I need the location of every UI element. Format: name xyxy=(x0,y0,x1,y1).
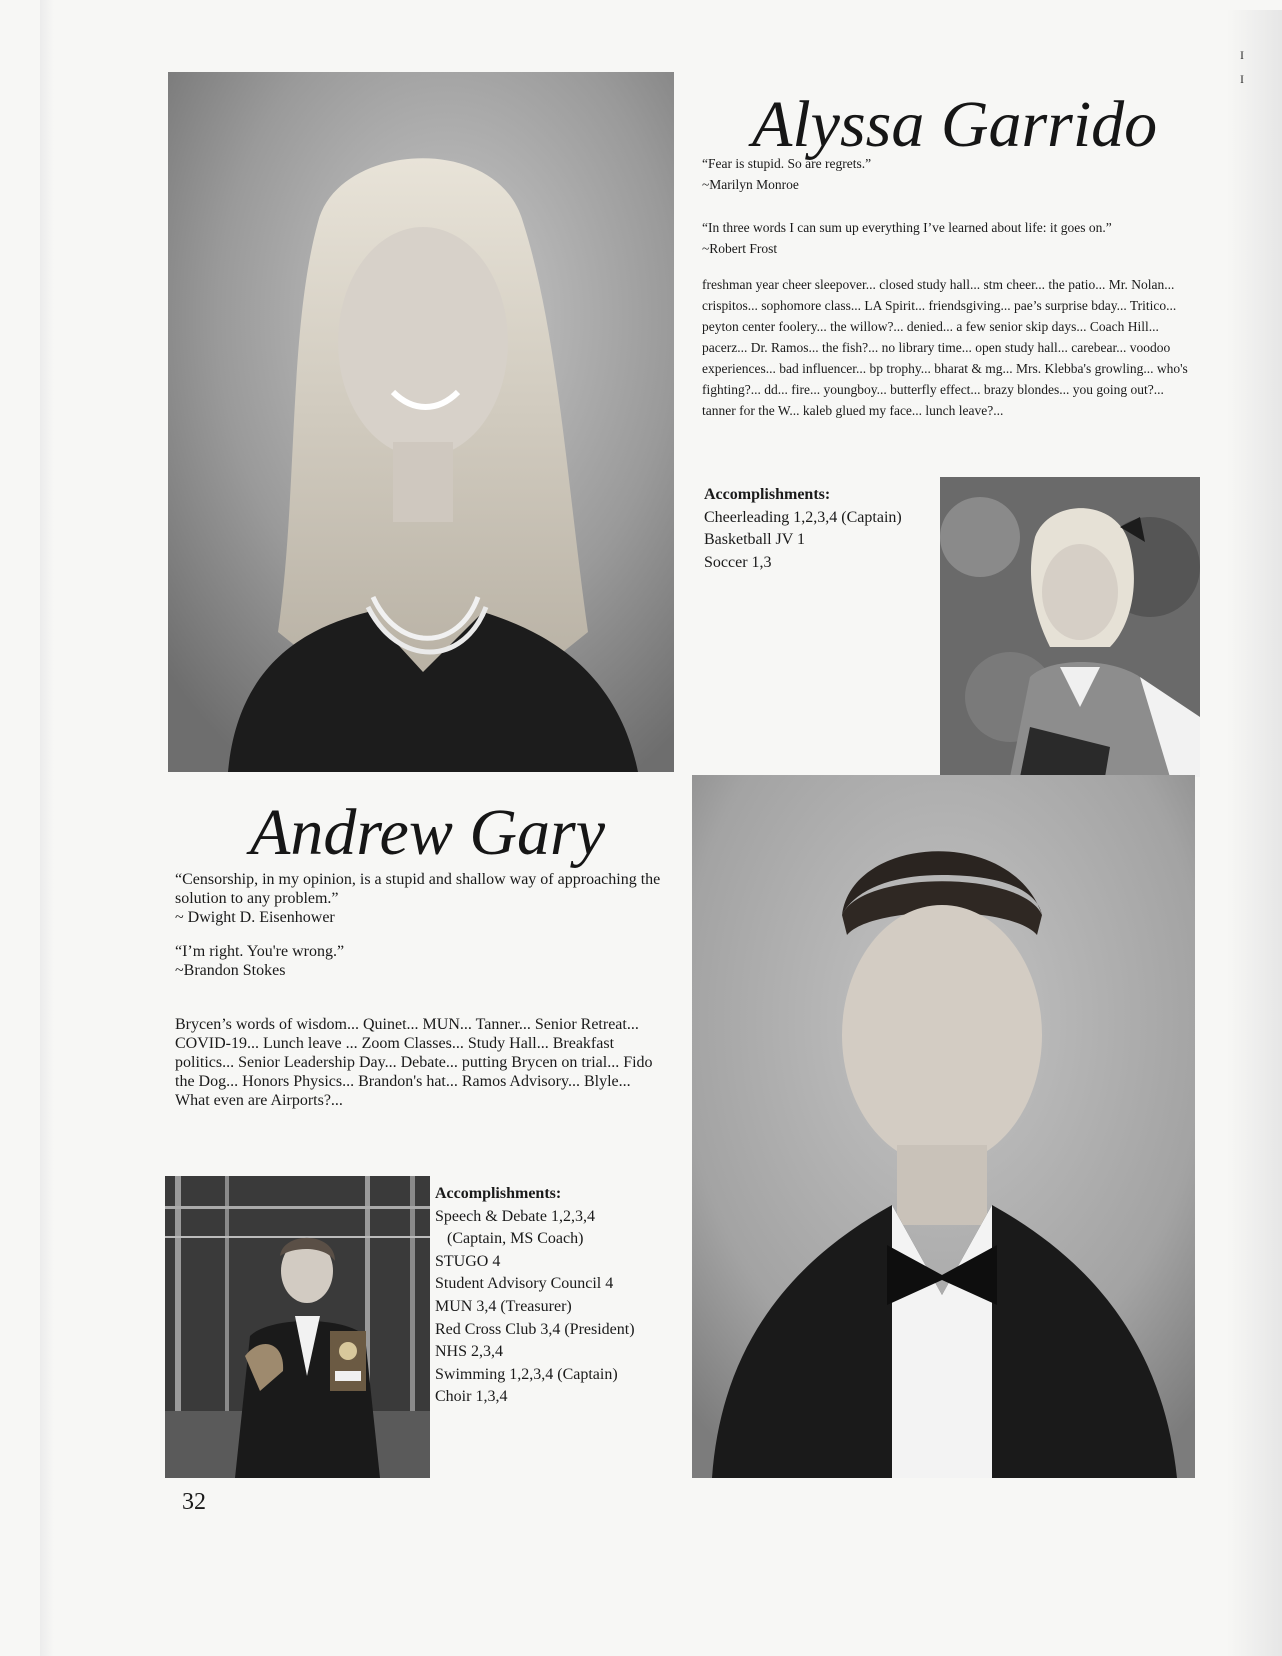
accomplishment-item: Soccer 1,3 xyxy=(704,553,772,571)
student-name-andrew: Andrew Gary xyxy=(250,796,606,869)
andrew-portrait-photo xyxy=(692,775,1195,1478)
andrew-accomplishments-heading: Accomplishments: xyxy=(435,1185,562,1202)
alyssa-portrait-photo xyxy=(168,72,674,772)
page-number: 32 xyxy=(182,1489,206,1515)
alyssa-memories: freshman year cheer sleepover... closed study hall... stm cheer... the patio... Mr. Nolan... crispitos... sophomore class... LA Spirit... friendsgiving... pae’s surprise bday... Tritico... peyton center foolery... the willow?... denied... a few senior skip days... Coach Hill... pacerz... Dr. Ramos... the fish?... no library time... open study hall... carebear... voodoo experiences... bad influencer... bp trophy... bharat & mg... Mrs. Klebba's growling... who's fighting?... dd... fire... youngboy... butterfly effect... brazy blondes... you going out?... tanner for the W... kaleb glued my face... lunch leave?... xyxy=(702,277,1188,418)
alyssa-accomplishments xyxy=(704,484,924,574)
alyssa-accomplishments-heading: Accomplishments: xyxy=(704,486,831,503)
andrew-accomplishments xyxy=(435,1183,675,1409)
andrew-quote-1-text: “Censorship, in my opinion, is a stupid and shallow way of approaching the solution to any problem.” xyxy=(175,871,661,907)
corner-mark: I xyxy=(1240,72,1244,86)
accomplishment-item: STUGO 4 xyxy=(435,1252,501,1270)
alyssa-quote-1-author: ~Marilyn Monroe xyxy=(702,177,799,192)
accomplishment-item: Red Cross Club 3,4 (President) xyxy=(435,1320,635,1338)
accomplishment-item: MUN 3,4 (Treasurer) xyxy=(435,1297,572,1315)
alyssa-quote-2 xyxy=(702,217,1202,259)
andrew-quote-2-author: ~Brandon Stokes xyxy=(175,962,286,979)
accomplishment-item: Cheerleading 1,2,3,4 (Captain) xyxy=(704,508,902,526)
student-name-alyssa: Alyssa Garrido xyxy=(752,88,1158,161)
alyssa-quote-2-text: “In three words I can sum up everything I’ve learned about life: it goes on.” xyxy=(702,220,1112,235)
alyssa-quote-1-text: “Fear is stupid. So are regrets.” xyxy=(702,156,872,171)
accomplishment-item: Swimming 1,2,3,4 (Captain) xyxy=(435,1365,618,1383)
accomplishment-item: Basketball JV 1 xyxy=(704,531,806,548)
accomplishment-item: Speech & Debate 1,2,3,4 xyxy=(435,1207,595,1225)
andrew-quote-2-text: “I’m right. You're wrong.” xyxy=(175,943,345,960)
accomplishment-item: Student Advisory Council 4 xyxy=(435,1275,614,1293)
accomplishment-item: Choir 1,3,4 xyxy=(435,1388,508,1406)
corner-mark: I xyxy=(1240,48,1244,62)
accomplishment-item: NHS 2,3,4 xyxy=(435,1343,504,1361)
accomplishment-item: (Captain, MS Coach) xyxy=(447,1230,584,1248)
alyssa-cheer-photo xyxy=(940,477,1200,777)
alyssa-quote-1 xyxy=(702,153,1162,195)
andrew-quote-2 xyxy=(175,942,575,980)
page-edge-left xyxy=(40,0,54,1656)
page-edge-right xyxy=(1227,10,1282,1656)
alyssa-quote-2-author: ~Robert Frost xyxy=(702,241,778,256)
andrew-award-photo xyxy=(165,1176,430,1478)
andrew-memories: Brycen’s words of wisdom... Quinet... MUN... Tanner... Senior Retreat... COVID-19... Lunch leave ... Zoom Classes... Study Hall... Breakfast politics... Senior Leadership Day... Debate... putting Brycen on trial... Fido the Dog... Honors Physics... Brandon's hat... Ramos Advisory... Blyle... What even are Airports?... xyxy=(175,1016,653,1109)
andrew-quote-1 xyxy=(175,870,675,927)
andrew-quote-1-author: ~ Dwight D. Eisenhower xyxy=(175,909,335,926)
